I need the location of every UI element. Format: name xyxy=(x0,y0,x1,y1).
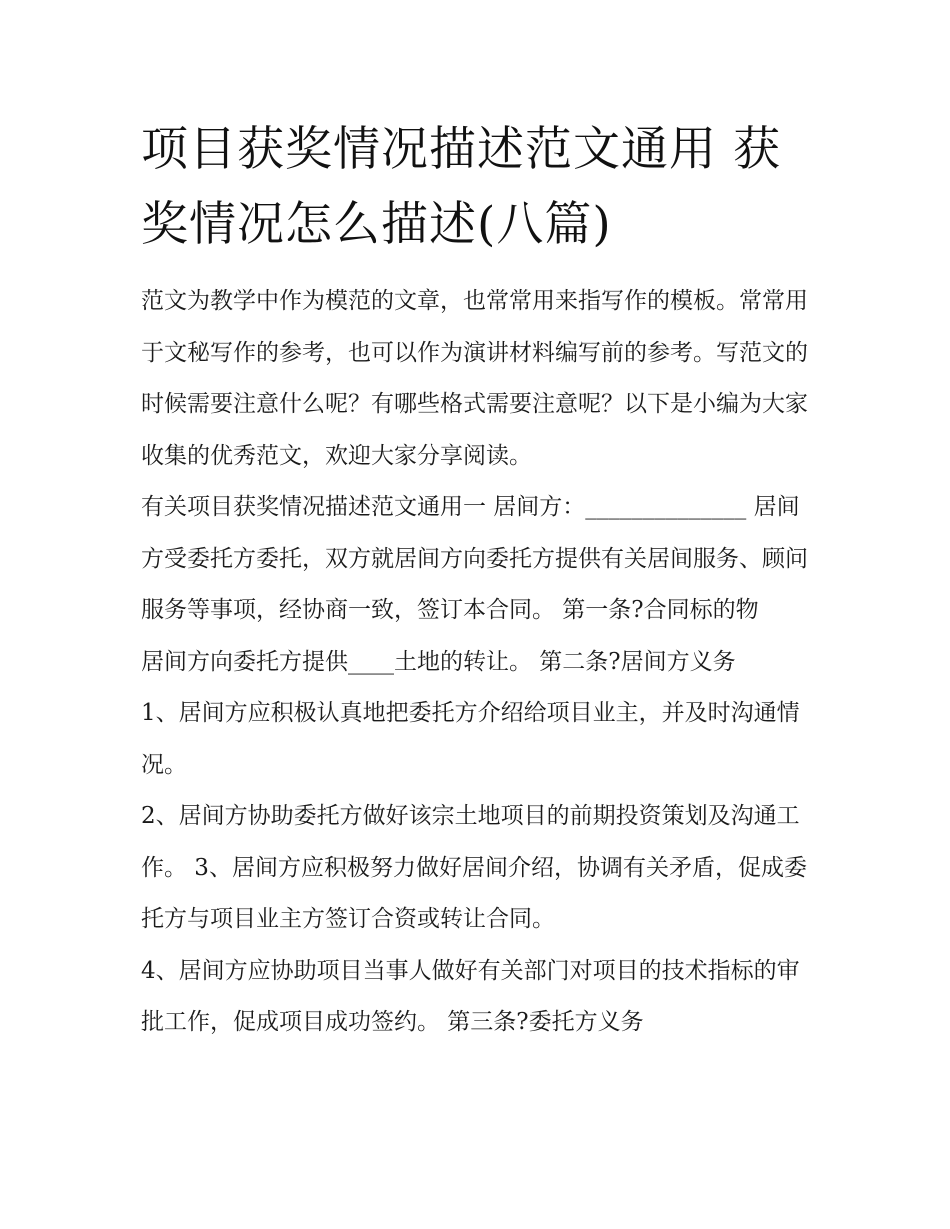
paragraph-article-1: 居间方向委托方提供____土地的转让。 第二条?居间方义务 xyxy=(141,648,736,675)
paragraph-obligation-1: 1、居间方应积极认真地把委托方介绍给项目业主，并及时沟通情况。 xyxy=(141,700,800,778)
paragraph-contract-parties: 有关项目获奖情况描述范文通用一 居间方：______________ 居间方受委托方委托，双方就居间方向委托方提供有关居间服务、顾问服务等事项，经协商一致，签订本合同。 第一条?合同标的物 xyxy=(141,494,808,623)
paragraph-obligation-4: 4、居间方应协助项目当事人做好有关部门对项目的技术指标的审批工作，促成项目成功签约。 第三条?委托方义务 xyxy=(141,957,800,1035)
document-title: 项目获奖情况描述范文通用 获奖情况怎么描述(八篇) xyxy=(141,122,781,252)
paragraph-intro: 范文为教学中作为模范的文章，也常常用来指写作的模板。常常用于文秘写作的参考，也可以作为演讲材料编写前的参考。写范文的时候需要注意什么呢？有哪些格式需要注意呢？以下是小编为大家收集的优秀范文，欢迎大家分享阅读。 xyxy=(141,288,808,469)
paragraph-obligation-2-3: 2、居间方协助委托方做好该宗土地项目的前期投资策划及沟通工作。 3、居间方应积极努力做好居间介绍，协调有关矛盾，促成委托方与项目业主方签订合资或转让合同。 xyxy=(141,803,807,932)
document-body xyxy=(141,112,813,1049)
